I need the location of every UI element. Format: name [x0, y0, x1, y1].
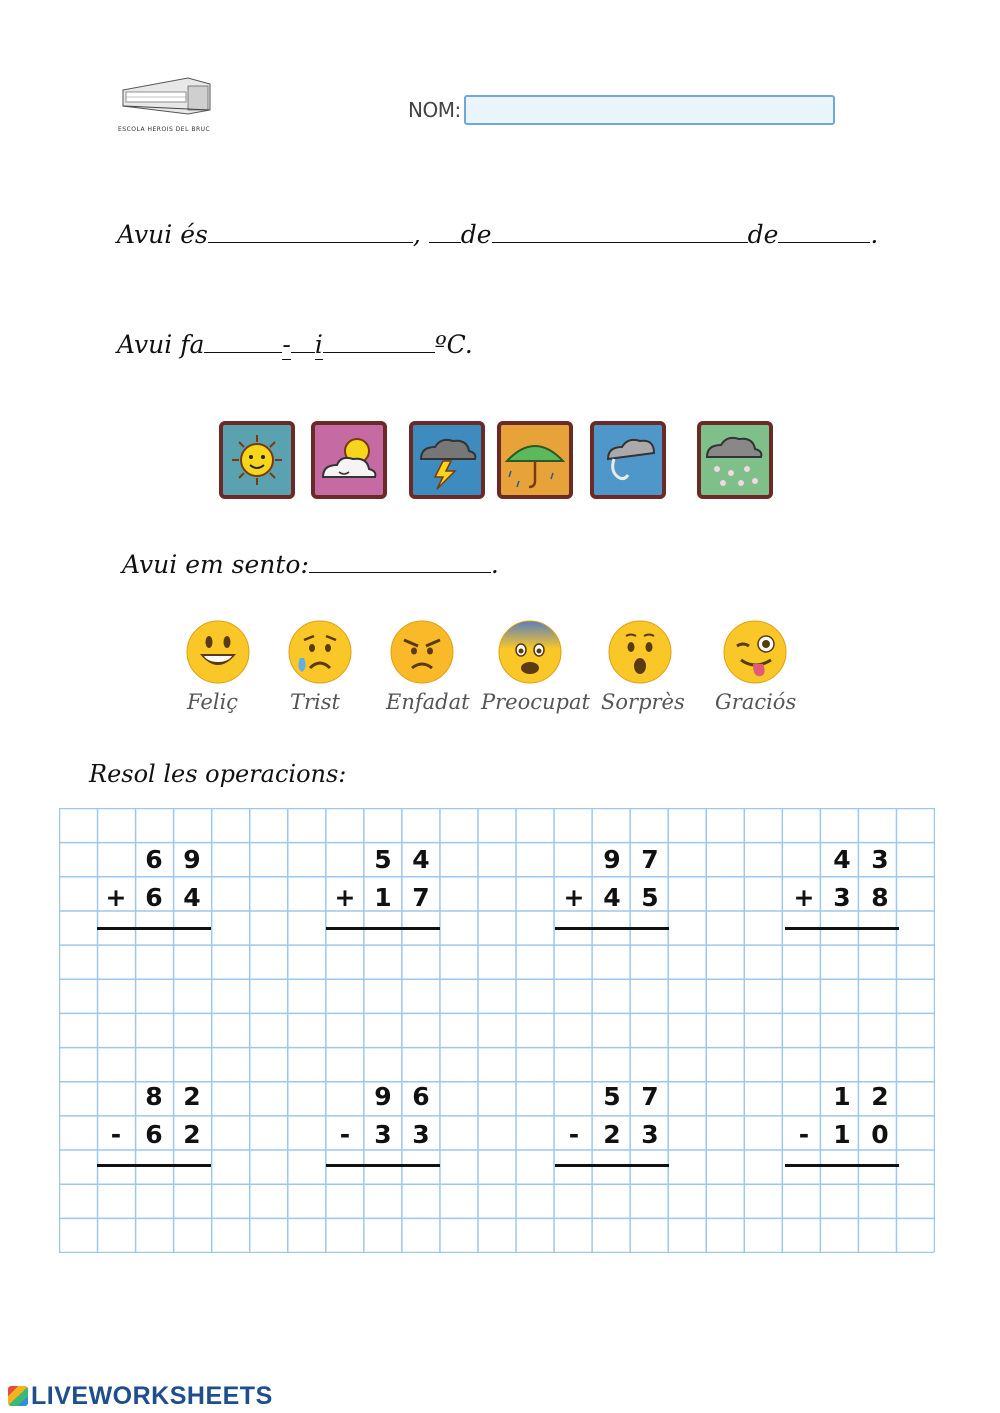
grid-lines	[59, 808, 935, 1253]
operation-8-bottom-units: 0	[871, 1120, 889, 1149]
day-blank[interactable]	[429, 220, 461, 243]
operation-3-top-tens: 9	[603, 845, 621, 874]
operation-4-top-units: 3	[871, 845, 889, 874]
operation-4-top-tens: 4	[833, 845, 851, 874]
operation-2-result-line	[326, 927, 440, 930]
operation-7-bottom-tens: 2	[603, 1120, 621, 1149]
date-comma: ,	[412, 220, 421, 249]
date-end: .	[870, 220, 879, 249]
name-input[interactable]	[464, 95, 835, 125]
year-blank[interactable]	[778, 220, 870, 243]
feeling-blank[interactable]	[309, 550, 491, 573]
operation-6-result-line	[326, 1164, 440, 1167]
operation-4-bottom-tens: 3	[833, 883, 851, 912]
emotion-label-worried: Preocupat	[481, 690, 590, 714]
weather-blank-2[interactable]	[291, 330, 315, 353]
angry-face-icon[interactable]	[390, 620, 454, 684]
operation-5-result-line	[97, 1164, 211, 1167]
operation-5-bottom-tens: 6	[145, 1120, 163, 1149]
operation-4-bottom-units: 8	[871, 883, 889, 912]
operation-8-top-tens: 1	[833, 1082, 851, 1111]
snow-cloud-icon[interactable]	[697, 421, 773, 499]
operation-2-top-tens: 5	[374, 845, 392, 874]
storm-icon[interactable]	[409, 421, 485, 499]
month-blank[interactable]	[492, 220, 748, 243]
emotion-label-funny: Graciós	[715, 690, 797, 714]
sad-face-icon[interactable]	[288, 620, 352, 684]
weekday-blank[interactable]	[208, 220, 413, 243]
operation-1-top-tens: 6	[145, 845, 163, 874]
operation-7-sign: -	[568, 1120, 580, 1149]
operation-6-bottom-tens: 3	[374, 1120, 392, 1149]
umbrella-rain-icon[interactable]	[497, 421, 573, 499]
operation-3-result-line	[555, 927, 669, 930]
feeling-end: .	[490, 550, 499, 579]
operation-7-bottom-units: 3	[641, 1120, 659, 1149]
operation-4-sign: +	[793, 883, 815, 912]
feeling-line	[122, 550, 499, 579]
sun-icon[interactable]	[219, 421, 295, 499]
happy-face-icon[interactable]	[186, 620, 250, 684]
weather-prefix: Avui fa	[117, 330, 205, 359]
weather-line	[117, 330, 473, 359]
emotion-label-surprised: Sorprès	[601, 690, 685, 714]
operation-2-bottom-tens: 1	[374, 883, 392, 912]
temperature-unit: ºC.	[434, 330, 473, 359]
operation-1-sign: +	[105, 883, 127, 912]
operations-title: Resol les operacions:	[89, 760, 347, 788]
feeling-prefix: Avui em sento:	[122, 550, 309, 579]
operation-4-result-line	[785, 927, 899, 930]
name-label: NOM:	[408, 98, 461, 122]
date-de-1: de	[460, 220, 492, 249]
operation-8-top-units: 2	[871, 1082, 889, 1111]
surprised-face-icon[interactable]	[608, 620, 672, 684]
operation-8-result-line	[785, 1164, 899, 1167]
emotion-label-happy: Feliç	[187, 690, 239, 714]
operation-6-bottom-units: 3	[412, 1120, 430, 1149]
operation-3-bottom-tens: 4	[603, 883, 621, 912]
operation-1-bottom-tens: 6	[145, 883, 163, 912]
school-name: ESCOLA HEROIS DEL BRUC	[118, 126, 211, 133]
operation-2-top-units: 4	[412, 845, 430, 874]
operation-7-top-tens: 5	[603, 1082, 621, 1111]
operation-2-bottom-units: 7	[412, 883, 430, 912]
operation-8-bottom-tens: 1	[833, 1120, 851, 1149]
worried-face-icon[interactable]	[498, 620, 562, 684]
operation-1-result-line	[97, 927, 211, 930]
operation-6-top-tens: 9	[374, 1082, 392, 1111]
liveworksheets-logo	[8, 1382, 273, 1411]
date-prefix: Avui és	[117, 220, 208, 249]
operation-2-sign: +	[334, 883, 356, 912]
operations-grid	[59, 808, 934, 1252]
weather-i: i	[314, 330, 323, 359]
operation-8-sign: -	[798, 1120, 810, 1149]
emotion-label-angry: Enfadat	[386, 690, 470, 714]
operation-7-result-line	[555, 1164, 669, 1167]
weather-dash: -	[282, 330, 291, 359]
weather-blank-1[interactable]	[204, 330, 282, 353]
operation-5-top-tens: 8	[145, 1082, 163, 1111]
operation-3-top-units: 7	[641, 845, 659, 874]
operation-5-bottom-units: 2	[183, 1120, 201, 1149]
temperature-blank[interactable]	[323, 330, 435, 353]
operation-3-sign: +	[563, 883, 585, 912]
date-line	[117, 220, 878, 249]
operation-7-top-units: 7	[641, 1082, 659, 1111]
operation-5-sign: -	[110, 1120, 122, 1149]
lws-mark-icon	[8, 1386, 28, 1406]
operation-1-top-units: 9	[183, 845, 201, 874]
wind-icon[interactable]	[590, 421, 666, 499]
operation-6-sign: -	[339, 1120, 351, 1149]
emotion-label-sad: Trist	[290, 690, 340, 714]
date-de-2: de	[747, 220, 779, 249]
winking-tongue-face-icon[interactable]	[723, 620, 787, 684]
operation-1-bottom-units: 4	[183, 883, 201, 912]
sun-cloud-icon[interactable]	[311, 421, 387, 499]
operation-5-top-units: 2	[183, 1082, 201, 1111]
operation-6-top-units: 6	[412, 1082, 430, 1111]
operation-3-bottom-units: 5	[641, 883, 659, 912]
footer-logo-text: LIVEWORKSHEETS	[31, 1382, 273, 1410]
